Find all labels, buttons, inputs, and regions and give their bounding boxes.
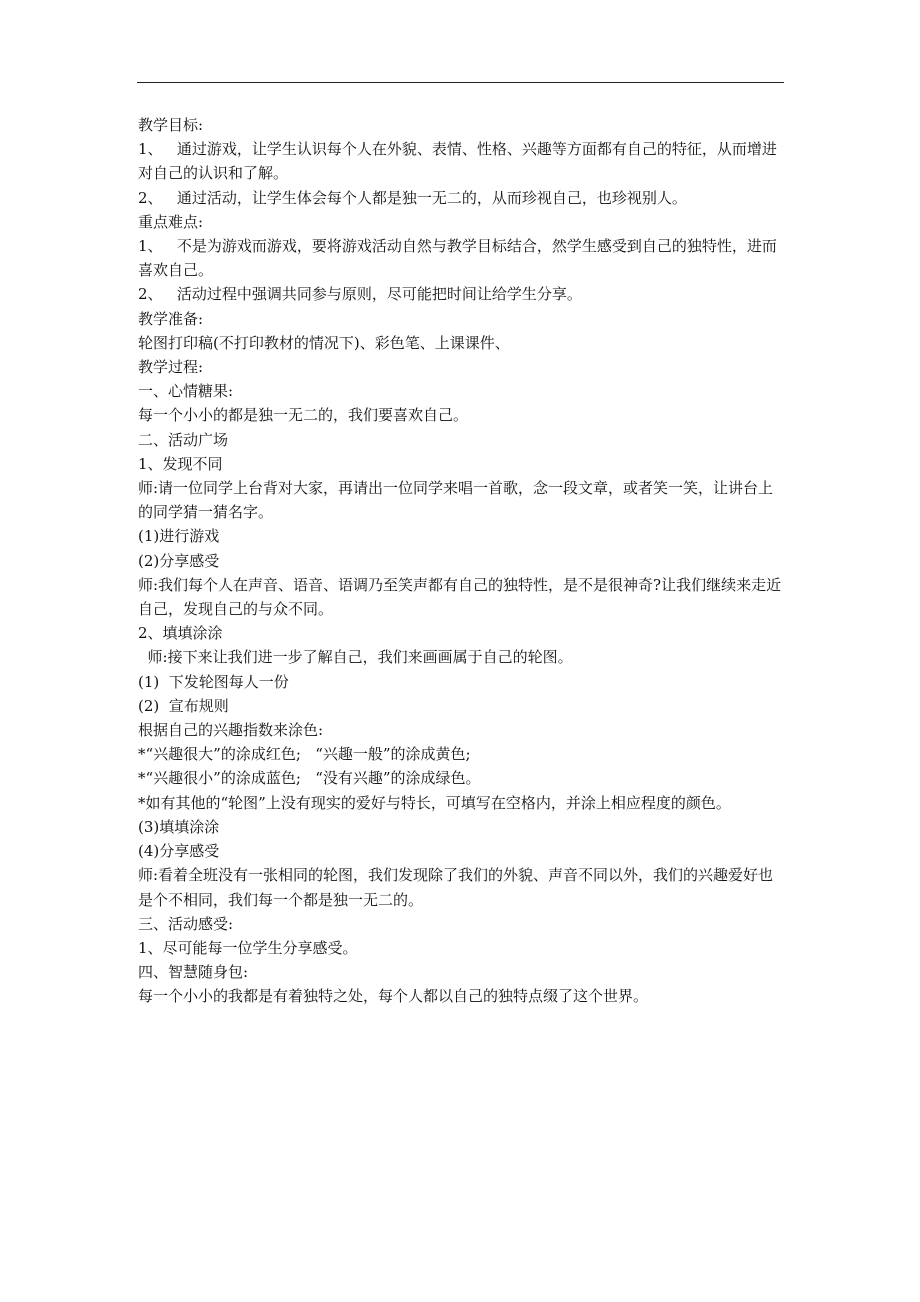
step-play-game: (1)进行游戏 xyxy=(138,527,220,546)
section-1-text: 每一个小小的都是独一无二的，我们要喜欢自己。 xyxy=(138,406,469,425)
teacher-instruction-4: 师:看着全班没有一张相同的轮图，我们发现除了我们的外貌、声音不同以外，我们的兴趣爱好也是个不相同，我们每一个都是独一无二的。 xyxy=(138,866,774,909)
preparation-text: 轮图打印稿(不打印教材的情况下)、彩色笔、上课课件、 xyxy=(138,333,510,352)
subsection-2-1-heading: 1、发现不同 xyxy=(138,454,223,473)
header-rule xyxy=(137,82,784,83)
step-share-feelings-1: (2)分享感受 xyxy=(138,551,220,570)
section-1-heading: 一、心情糖果: xyxy=(138,382,234,401)
rules-intro: 根据自己的兴趣指数来涂色: xyxy=(138,721,324,740)
document-body xyxy=(138,113,788,1009)
rule-item-1: *“兴趣很大”的涂成红色; “兴趣一般”的涂成黄色; xyxy=(138,745,471,764)
section-3-heading: 三、活动感受: xyxy=(138,914,234,933)
heading-process: 教学过程: xyxy=(138,358,204,377)
heading-preparation: 教学准备: xyxy=(138,309,204,328)
section-3-text: 1、尽可能每一位学生分享感受。 xyxy=(138,938,358,957)
section-2-heading: 二、活动广场 xyxy=(138,430,229,449)
objective-item-2: 2、 通过活动，让学生体会每个人都是独一无二的，从而珍视自己，也珍视别人。 xyxy=(138,188,687,207)
key-point-item-2: 2、 活动过程中强调共同参与原则，尽可能把时间让给学生分享。 xyxy=(138,285,582,304)
step-announce-rules: (2) 宣布规则 xyxy=(138,696,229,715)
heading-objectives: 教学目标: xyxy=(138,116,204,134)
step-distribute: (1) 下发轮图每人一份 xyxy=(138,672,289,691)
step-fill-color: (3)填填涂涂 xyxy=(138,817,220,836)
teacher-instruction-2: 师:我们每个人在声音、语音、语调乃至笑声都有自己的独特性，是不是很神奇?让我们继续来走近自己，发现自己的与众不同。 xyxy=(138,575,782,619)
teacher-instruction-1: 师:请一位同学上台背对大家，再请出一位同学来唱一首歌，念一段文章，或者笑一笑，让讲台上的同学猜一猜名字。 xyxy=(138,479,774,522)
section-4-text: 每一个小小的我都是有着独特之处，每个人都以自己的独特点缀了这个世界。 xyxy=(138,987,649,1006)
rule-item-3: *如有其他的“轮图”上没有现实的爱好与特长，可填写在空格内，并涂上相应程度的颜色。 xyxy=(138,793,731,812)
subsection-2-2-heading: 2、填填涂涂 xyxy=(138,624,223,643)
step-share-feelings-2: (4)分享感受 xyxy=(138,842,220,861)
key-point-item-1: 1、 不是为游戏而游戏，要将游戏活动自然与教学目标结合，然学生感受到自己的独特性，进而喜欢自己。 xyxy=(138,237,777,280)
objective-item-1: 1、 通过游戏，让学生认识每个人在外貌、表情、性格、兴趣等方面都有自己的特征，从而增进对自己的认识和了解。 xyxy=(138,140,777,183)
teacher-instruction-3: 师:接下来让我们进一步了解自己，我们来画画属于自己的轮图。 xyxy=(138,648,573,667)
section-4-heading: 四、智慧随身包: xyxy=(138,963,249,982)
rule-item-2: *“兴趣很小”的涂成蓝色; “没有兴趣”的涂成绿色。 xyxy=(138,769,481,788)
heading-key-points: 重点难点: xyxy=(138,212,204,231)
